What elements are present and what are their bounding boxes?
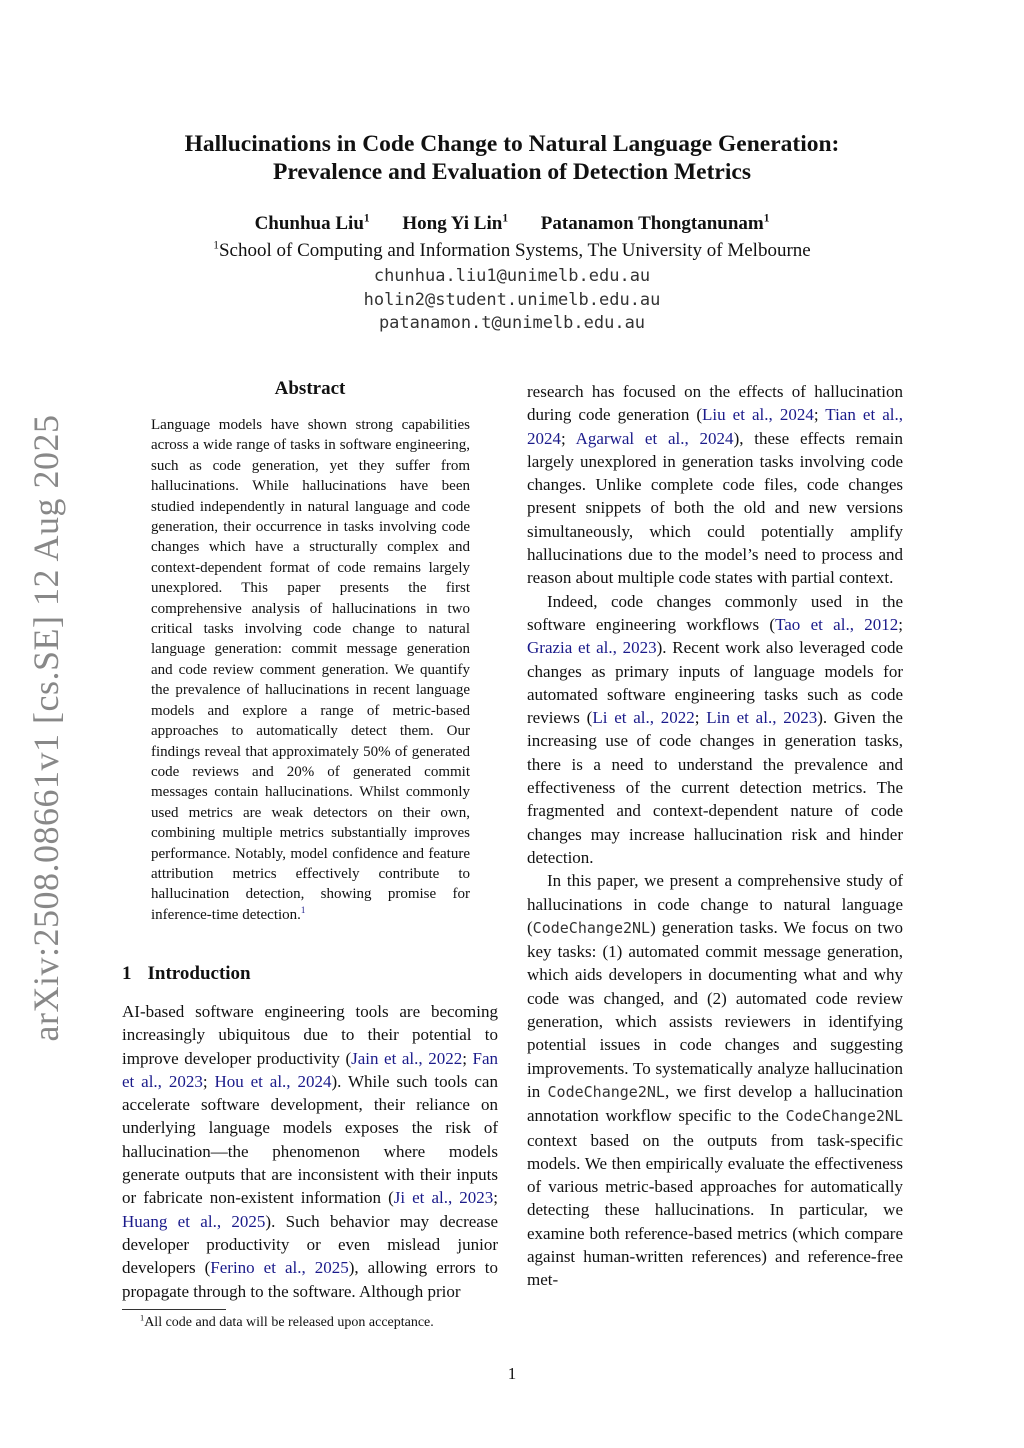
abstract-heading: Abstract [274, 378, 346, 399]
citation-link[interactable]: Liu et al., 2024 [702, 405, 814, 425]
title-line-2: Prevalence and Evaluation of Detection Metrics [273, 159, 751, 185]
arxiv-stamp: arXiv:2508.08661v1 [cs.SE] 12 Aug 2025 [26, 414, 66, 1042]
citation-link[interactable]: Lin et al., 2023 [706, 708, 818, 728]
citation-link[interactable]: Ji et al., 2023 [393, 1188, 494, 1208]
author: Patanamon Thongtanunam$^1$ [540, 212, 770, 234]
paragraph: Indeed, code changes commonly used in the software engineering workflows (Tao et al., 2012; Grazia et al., 2023). Recent work also leveraged code changes as primary inputs of language models for automated software engineering tasks such as code reviews (Li et al., 2022; Lin et al., 2023). Given the increasing use of code changes in generation tasks, there is a need to understand the prevalence and effectiveness of the current detection metrics. The fragmented and context-dependent nature of code changes may increase hallucination risk and hinder detection. [527, 591, 903, 867]
citation-link[interactable]: Tian et al., 2024 [527, 405, 903, 448]
author: Chunhua Liu$^1$ [254, 212, 370, 234]
citation-link[interactable]: Huang et al., 2025 [122, 1211, 266, 1231]
title-line-1: Hallucinations in Code Change to Natural Language Generation: [184, 131, 840, 157]
email[interactable]: patanamon.t@unimelb.edu.au [378, 313, 646, 333]
code-term: CodeChange2NL [785, 1107, 903, 1126]
citation-link[interactable]: Tao et al., 2012 [775, 614, 899, 634]
citation-link[interactable]: Fan et al., 2023 [122, 1048, 498, 1091]
author-list [0, 213, 1024, 235]
page-number: 1 [507, 1364, 517, 1383]
footnote-ref[interactable]: 1 [300, 904, 306, 915]
citation-link[interactable]: Li et al., 2022 [592, 708, 695, 728]
paragraph: research has focused on the effects of hallucination during code generation (Liu et al., 2024; Tian et al., 2024; Agarwal et al., 2024), these effects remain largely unexplored in generation tasks involving code changes. Unlike complete code files, code changes present snippets of both the old and new versions simultaneously, which could potentially amplify hallucinations due to the model’s need to process and reason about multiple code states with partial context. [527, 382, 903, 588]
citation-link[interactable]: Agarwal et al., 2024 [575, 428, 734, 448]
footnote: $^1$All code and data will be released upon acceptance. [140, 1313, 434, 1330]
paper-title [0, 130, 1024, 186]
footnote-rule [122, 1309, 226, 1310]
intro-left-column: AI-based software engineering tools are becoming increasingly ubiquitous due to their potential to improve developer productivity (Jain et al., 2022; Fan et al., 2023; Hou et al., 2024). While such tools can accelerate software development, their reliance on underlying language models exposes the risk of hallucination—the phenomenon where models generate outputs that are inconsistent with their inputs or fabricate non-existent information (Ji et al., 2023; Huang et al., 2025). Such behavior may decrease developer productivity or even mislead junior developers (Ferino et al., 2025), allowing errors to propagate through to the software. Although prior [122, 1002, 498, 1301]
citation-link[interactable]: Grazia et al., 2023 [527, 638, 657, 658]
abstract-body: Language models have shown strong capabilities across a wide range of tasks in software engineering, such as code generation, yet they suffer from hallucinations. While hallucinations have been studied independently in natural language and code generation, their occurrence in tasks involving code changes which have a structurally complex and context-dependent format of code remains largely unexplored. This paper presents the first comprehensive analysis of hallucinations in two critical tasks involving code change to natural language generation: commit message generation and code review comment generation. We quantify the prevalence of hallucinations in recent language models and explore a range of metric-based approaches to automatically detect them. Our findings reveal that approximately 50% of generated code reviews and 20% of generated commit messages contain hallucinations. Whilst commonly used metrics are weak detectors on their own, combining multiple metrics substantially improves performance. Notably, model confidence and feature attribution metrics effectively contribute to hallucination detection, showing promise for inference-time detection.$^1$ [151, 417, 470, 923]
citation-link[interactable]: Ferino et al., 2025 [210, 1258, 349, 1278]
author: Hong Yi Lin$^1$ [402, 212, 509, 234]
intro-right-column [527, 380, 903, 1292]
code-term: CodeChange2NL [547, 1082, 665, 1101]
code-term: CodeChange2NL [532, 918, 651, 937]
email[interactable]: chunhua.liu1@unimelb.edu.au [373, 266, 651, 286]
paragraph: In this paper, we present a comprehensive study of hallucinations in code change to natural language (CodeChange2NL) generation tasks. We focus on two key tasks: (1) automated commit message generation, which aids developers in documenting what and why code was changed, and (2) automated code review generation, which assists reviewers in identifying potential issues in code changes and suggesting improvements. To systematically analyze hallucination in CodeChange2NL, we first develop a hallucination annotation workflow specific to the CodeChange2NL context based on the outputs from task-specific models. We then empirically evaluate the effectiveness of various metric-based approaches for automatically detecting these hallucinations. In particular, we examine both reference-based metrics (which compare against human-written references) and reference-free met- [527, 871, 903, 1290]
email-list [0, 265, 1024, 336]
section-heading-introduction: 1 Introduction [122, 963, 251, 984]
citation-link[interactable]: Jain et al., 2022 [351, 1048, 463, 1068]
citation-link[interactable]: Hou et al., 2024 [214, 1071, 332, 1091]
email[interactable]: holin2@student.unimelb.edu.au [363, 289, 661, 310]
affiliation: $^1$School of Computing and Information Systems, The University of Melbourne [213, 239, 811, 261]
